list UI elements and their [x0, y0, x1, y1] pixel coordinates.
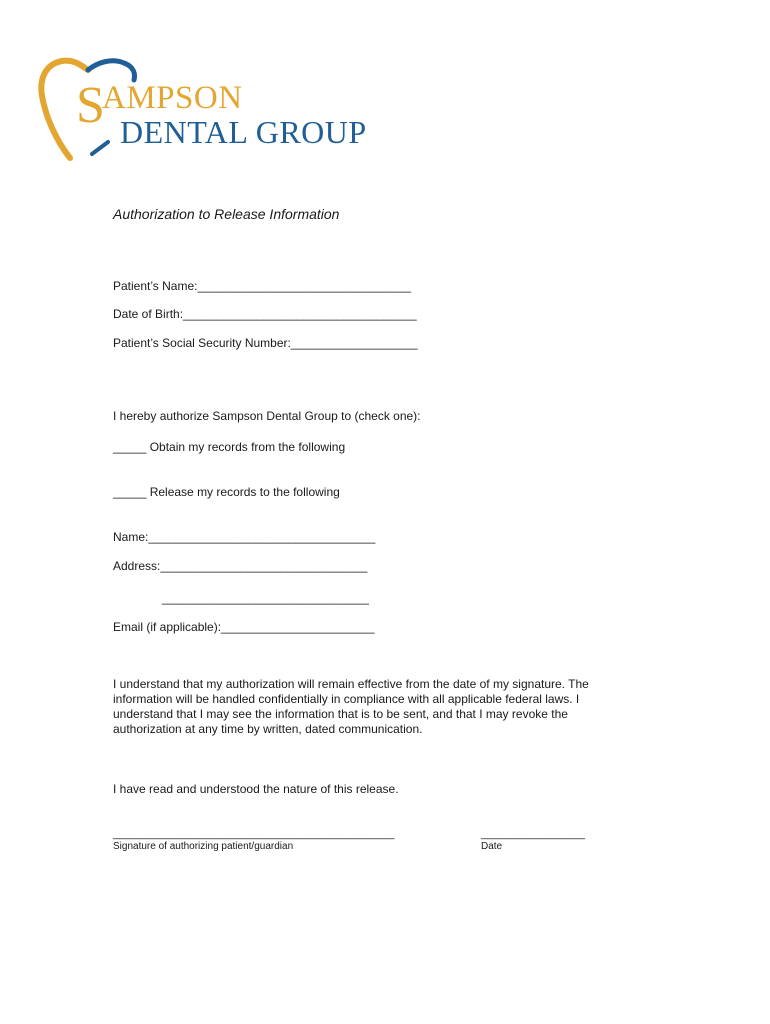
recipient-address-line2-field[interactable]: _______________________________	[162, 591, 369, 605]
release-records-option[interactable]: _____ Release my records to the following	[113, 485, 340, 499]
logo-word-sampson: AMPSON	[102, 80, 243, 116]
recipient-email-field[interactable]: Email (if applicable):_______________________	[113, 620, 375, 634]
recipient-name-field[interactable]: Name:__________________________________	[113, 530, 376, 544]
date-label: Date	[481, 841, 503, 852]
obtain-records-option[interactable]: _____ Obtain my records from the following	[113, 440, 346, 454]
authorization-statement: I understand that my authorization will remain effective from the date of my signature. The information will be handled confidentially in compliance with all applicable federal laws. I understand that I may see the information that is to be sent, and that I may revoke the authorization at any time by written, dated communication.	[113, 677, 589, 736]
form-title: Authorization to Release Information	[113, 206, 340, 222]
date-line[interactable]: _________________	[481, 828, 586, 840]
date-of-birth-field[interactable]: Date of Birth:___________________________________	[113, 307, 417, 321]
signature-line[interactable]: ______________________________________________	[113, 828, 395, 840]
signature-label: Signature of authorizing patient/guardian	[113, 841, 294, 852]
sampson-dental-logo	[36, 56, 396, 166]
logo-word-dental-group: DENTAL GROUP	[120, 114, 367, 150]
patient-name-field[interactable]: Patient’s Name:________________________________	[113, 279, 412, 293]
authorize-intro: I hereby authorize Sampson Dental Group to (check one):	[113, 409, 421, 423]
acknowledgement-text: I have read and understood the nature of this release.	[113, 782, 399, 796]
recipient-address-field[interactable]: Address:_______________________________	[113, 559, 368, 573]
svg-text:S: S	[76, 77, 105, 134]
ssn-field[interactable]: Patient’s Social Security Number:___________________	[113, 336, 418, 350]
